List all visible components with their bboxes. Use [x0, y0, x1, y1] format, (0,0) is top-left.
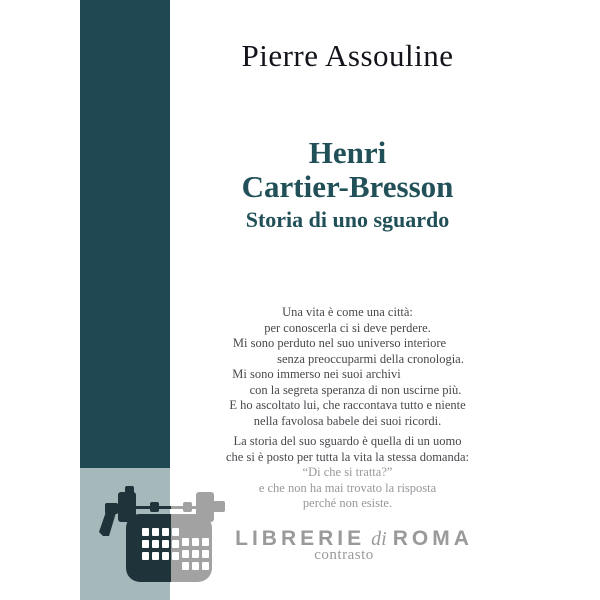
quote-line: per conoscerla ci si deve perdere. [264, 320, 431, 335]
quote-line: senza preoccuparmi della cronologia. [277, 351, 464, 366]
quote-line: con la segreta speranza di non uscirne più. [249, 382, 462, 397]
book-subtitle: Storia di uno sguardo [245, 207, 450, 232]
quote-line: e che non ha mai trovato la risposta [258, 480, 437, 495]
cover-quote [95, 305, 600, 512]
logo-di: di [371, 528, 387, 550]
quote-line: E ho ascoltato lui, che raccontava tutto e niente [229, 398, 466, 412]
quote-line: La storia del suo sguardo è quella di un uomo [233, 434, 462, 448]
quote-line: che si è posto per tutta la vita la stessa domanda: [226, 449, 469, 464]
quote-line: Mi sono perduto nel suo universo interiore [232, 336, 447, 350]
logo-librerie: LIBRERIE [235, 527, 366, 550]
title-block [95, 136, 600, 233]
logo-roma: ROMA [392, 527, 473, 550]
book-title-line-2: Cartier-Bresson [241, 169, 454, 204]
quote-line: perché non esiste. [302, 496, 393, 510]
author-name: Pierre Assouline [241, 38, 454, 73]
quote-line: “Di che si tratta?” [302, 465, 393, 479]
book-title-line-1: Henri [308, 135, 387, 170]
publisher-imprint: contrasto [314, 547, 374, 563]
quote-line: nella favolosa babele dei suoi ricordi. [253, 413, 442, 428]
quote-line: Mi sono immerso nei suoi archivi [232, 367, 401, 381]
quote-line: Una vita è come una città: [282, 305, 413, 319]
